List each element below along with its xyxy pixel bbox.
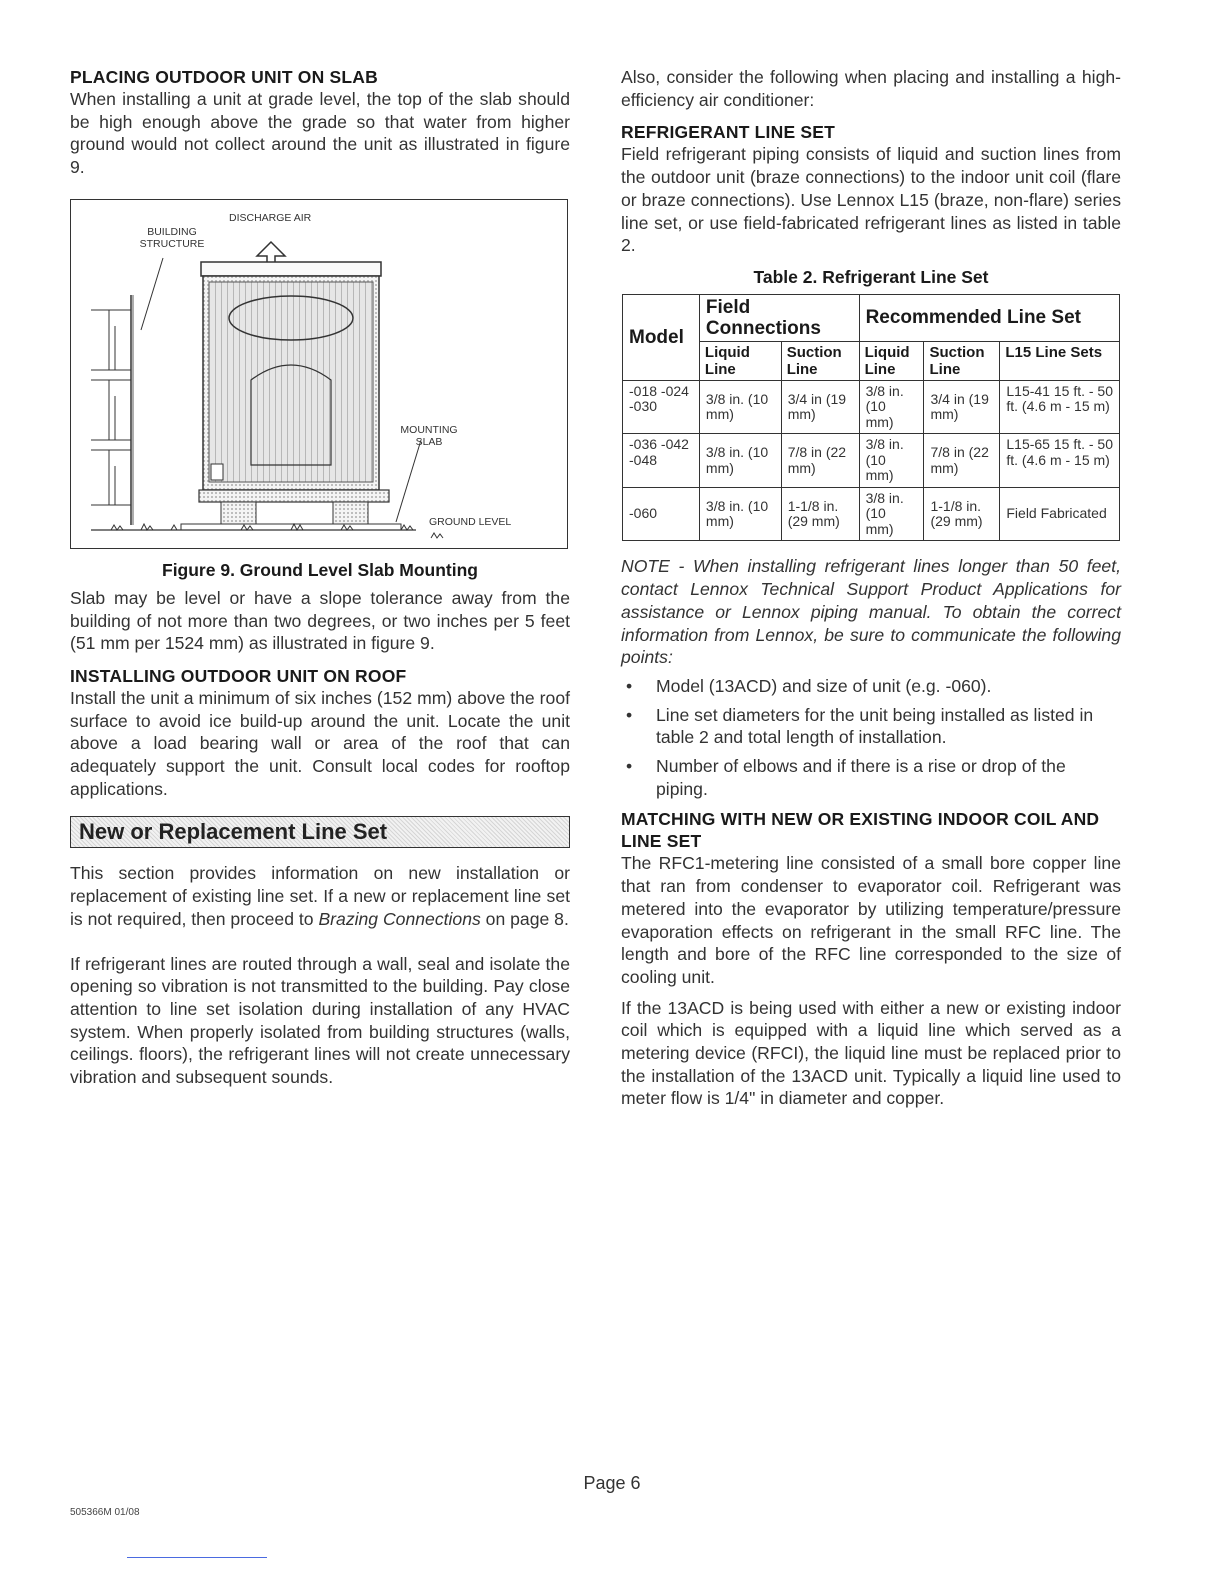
- cell-model: -060: [623, 487, 700, 541]
- refrigerant-line-set-table: [622, 294, 1120, 542]
- header-model: Model: [623, 294, 700, 380]
- mounting-slab: [181, 490, 401, 530]
- section-info-page: on page 8.: [480, 908, 569, 929]
- list-item: • Number of elbows and if there is a rise or drop of the piping.: [621, 755, 1121, 800]
- paragraph-section-info: [70, 862, 570, 930]
- left-column: [70, 66, 570, 1089]
- label-building-line1: BUILDING: [147, 225, 197, 238]
- heading-matching-indoor-coil: MATCHING WITH NEW OR EXISTING INDOOR COIL AND LINE SET: [621, 809, 1100, 852]
- paragraph-intro: Also, consider the following when placing and installing a high-efficiency air conditioner:: [621, 67, 1121, 110]
- cell-suction: 7/8 in (22 mm): [781, 434, 859, 488]
- bullet-list: [621, 675, 1121, 801]
- cell-suction: 1-1/8 in. (29 mm): [781, 487, 859, 541]
- table-title: Table 2. Refrigerant Line Set: [753, 266, 989, 287]
- cell-rec-suction: 3/4 in (19 mm): [924, 380, 1000, 434]
- right-column: [621, 66, 1121, 1110]
- paragraph-isolation: If refrigerant lines are routed through a wall, seal and isolate the opening so vibration is not transmitted to the building. Pay close attention to line set isolation during installation of any HVAC system. When properly isolated from building structures (walls, ceilings. floors), the refrigerant lines will not create unnecessary vibration and subsequent sounds.: [70, 953, 570, 1088]
- brazing-connections-reference: Brazing Connections: [318, 908, 481, 929]
- cell-l15: L15-41 15 ft. - 50 ft. (4.6 m - 15 m): [1000, 380, 1120, 434]
- paragraph-roof: Install the unit a minimum of six inches (152 mm) above the roof surface to avoid ice build-up around the unit. Locate the unit above a load bearing wall or area of the roof that can adequately support the unit. Consult local codes for rooftop applications.: [70, 687, 570, 799]
- heading-installing-roof: INSTALLING OUTDOOR UNIT ON ROOF: [70, 665, 407, 686]
- label-building-structure: [127, 226, 217, 250]
- cell-rec-suction: 7/8 in (22 mm): [924, 434, 1000, 488]
- table-row: [623, 434, 1120, 488]
- label-mounting-slab: [389, 424, 469, 448]
- cell-l15: Field Fabricated: [1000, 487, 1120, 541]
- paragraph-rfc-metering: The RFC1-metering line consisted of a small bore copper line that ran from condenser to evaporator coil. Refrigerant was metered into the evaporator by utilizing temperature/pressure evaporation effects on refrigerant in the small RFC line. The length and bore of the RFC line corresponded to the size of cooling unit.: [621, 853, 1121, 987]
- header-recommended: Recommended Line Set: [859, 294, 1119, 341]
- cell-rec-liquid: 3/8 in. (10 mm): [859, 434, 924, 488]
- cell-model: -018 -024 -030: [623, 380, 700, 434]
- cell-liquid: 3/8 in. (10 mm): [699, 434, 781, 488]
- list-item: • Line set diameters for the unit being installed as listed in table 2 and total length of installation.: [621, 704, 1121, 749]
- header-liquid-line: Liquid Line: [699, 341, 781, 380]
- list-item: • Model (13ACD) and size of unit (e.g. -060).: [621, 675, 1121, 698]
- cell-liquid: 3/8 in. (10 mm): [699, 487, 781, 541]
- cell-l15: L15-65 15 ft. - 50 ft. (4.6 m - 15 m): [1000, 434, 1120, 488]
- cell-rec-liquid: 3/8 in. (10 mm): [859, 380, 924, 434]
- label-mounting-line2: SLAB: [415, 435, 443, 448]
- outdoor-unit: [201, 262, 381, 490]
- label-mounting-line1: MOUNTING: [400, 423, 458, 436]
- table-row: [623, 380, 1120, 434]
- label-ground-level: GROUND LEVEL: [429, 515, 512, 528]
- heading-placing-outdoor-unit: PLACING OUTDOOR UNIT ON SLAB: [70, 67, 378, 87]
- page-number: Page 6: [583, 1473, 641, 1493]
- section-info-text: This section provides information on new installation or replacement of existing line set. If a new or replacement line set is not required, then proceed to: [70, 863, 570, 929]
- document-code: 505366M 01/08: [70, 1507, 140, 1518]
- figure-caption: Figure 9. Ground Level Slab Mounting: [162, 559, 478, 580]
- paragraph-field-piping: Field refrigerant piping consists of liquid and suction lines from the outdoor unit (braze connections) to the indoor unit coil (flare or braze connections). Use Lennox L15 (braze, non-flare) series line set, or use field-fabricated refrigerant lines as listed in table 2.: [621, 144, 1121, 256]
- section-banner: New or Replacement Line Set: [70, 816, 570, 848]
- paragraph-slope: Slab may be level or have a slope tolerance away from the building of not more than two degrees, or two inches per 5 feet (51 mm per 1524 mm) as illustrated in figure 9.: [70, 587, 570, 654]
- heading-refrigerant-line-set: REFRIGERANT LINE SET: [621, 122, 836, 143]
- slab-mounting-illustration: [71, 200, 568, 549]
- cell-model: -036 -042 -048: [623, 434, 700, 488]
- table-header-row-1: [623, 294, 1120, 341]
- header-suction-line: Suction Line: [781, 341, 859, 380]
- cell-rec-liquid: 3/8 in. (10 mm): [859, 487, 924, 541]
- building-wall: [91, 295, 133, 525]
- figure-ground-level-slab: [70, 199, 568, 549]
- header-rec-liquid-line: Liquid Line: [859, 341, 924, 380]
- cell-liquid: 3/8 in. (10 mm): [699, 380, 781, 434]
- footer-rule: [127, 1557, 267, 1558]
- paragraph-slab-height: When installing a unit at grade level, the top of the slab should be high enough above the grade so that water from higher ground would not collect around the unit as illustrated in figure 9.: [70, 89, 570, 178]
- cell-rec-suction: 1-1/8 in. (29 mm): [924, 487, 1000, 541]
- header-rec-suction-line: Suction Line: [924, 341, 1000, 380]
- label-discharge-air: DISCHARGE AIR: [229, 211, 312, 224]
- header-l15-line-sets: L15 Line Sets: [1000, 341, 1120, 380]
- cell-suction: 3/4 in (19 mm): [781, 380, 859, 434]
- note-long-lines: NOTE - When installing refrigerant lines longer than 50 feet, contact Lennox Technical Support Product Applications for assistance or Lennox piping manual. To obtain the correct information from Lennox, be sure to communicate the following points:: [621, 556, 1121, 668]
- label-building-line2: STRUCTURE: [139, 237, 205, 250]
- paragraph-13acd-coil: If the 13ACD is being used with either a new or existing indoor coil which is equipped with a liquid line which served as a metering device (RFCI), the liquid line must be replaced prior to the installation of the 13ACD unit. Typically a liquid line used to meter flow is 1/4" in diameter and copper.: [621, 997, 1121, 1109]
- table-row: [623, 487, 1120, 541]
- header-field-connections: Field Connections: [699, 294, 859, 341]
